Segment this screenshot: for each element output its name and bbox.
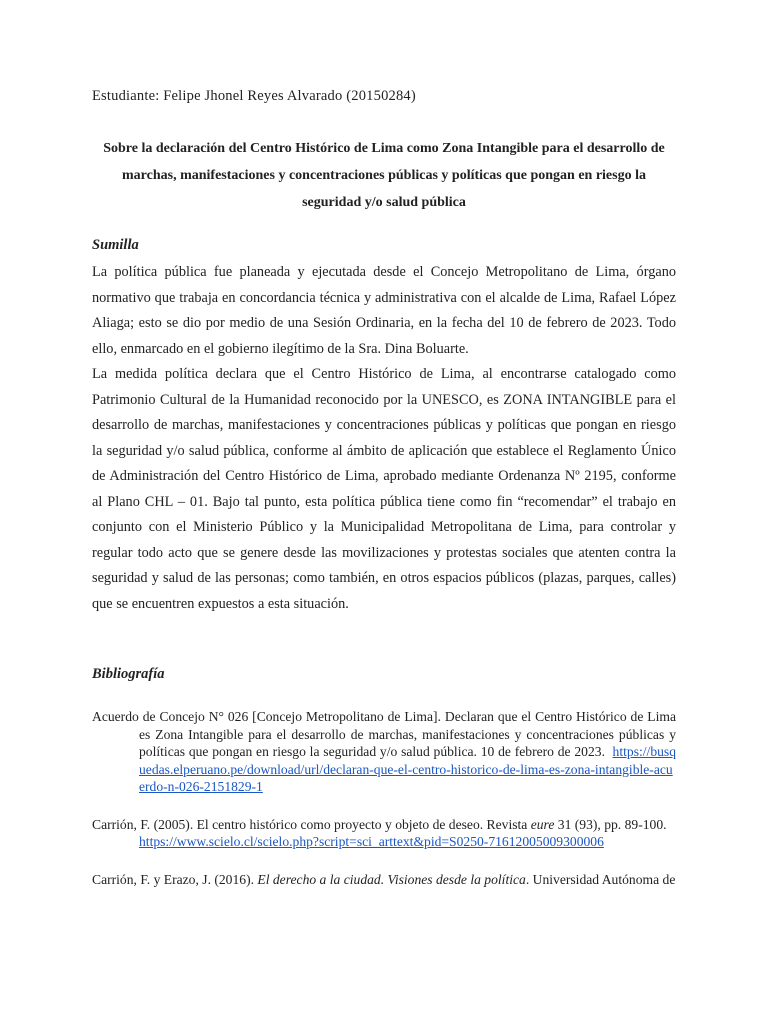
- reference-text: Acuerdo de Concejo N° 026 [Concejo Metropolitano de Lima]. Declaran que el Centro Histórico de Lima es Zona Intangible para el desarrollo de marchas, manifestaciones y concentraciones públicas y políticas que pongan en riesgo la seguridad y/o salud pública. 10 de febrero de 2023.: [92, 709, 676, 759]
- reference-item: [92, 816, 676, 851]
- document-title: Sobre la declaración del Centro Histórico de Lima como Zona Intangible para el desarrollo de marchas, manifestaciones y concentraciones públicas y políticas que pongan en riesgo la seguridad y/o salud pública: [103, 141, 665, 210]
- reference-journal: eure: [530, 816, 555, 832]
- paragraph-1: La política pública fue planeada y ejecutada desde el Concejo Metropolitano de Lima, órgano normativo que trabaja en concordancia técnica y administrativa con el alcalde de Lima, Rafael López Aliaga; esto se dio por medio de una Sesión Ordinaria, en la fecha del 10 de febrero de 2023. Todo ello, enmarcado en el gobierno ilegítimo de la Sra. Dina Boluarte.: [92, 264, 676, 357]
- reference-text: . Universidad Autónoma de: [525, 871, 676, 887]
- reference-link[interactable]: https://www.scielo.cl/scielo.php?script=sci_arttext&pid=S0250-71612005009300006: [139, 834, 604, 849]
- reference-item: [92, 871, 676, 889]
- bibliografia-heading: Bibliografía: [92, 666, 165, 682]
- reference-text: 31 (93), pp. 89-100.: [554, 816, 667, 832]
- sumilla-body: [92, 260, 676, 617]
- student-line: Estudiante: Felipe Jhonel Reyes Alvarado (20150284): [92, 88, 416, 104]
- reference-link[interactable]: https://busquedas.elperuano.pe/download/url/declaran-que-el-centro-historico-de-lima-es-zona-intangible-acuerdo-n-026-2151829-1: [139, 744, 676, 794]
- reference-title: El derecho a la ciudad. Visiones desde la política: [257, 871, 526, 887]
- sumilla-heading: Sumilla: [92, 237, 139, 253]
- reference-text: Carrión, F. y Erazo, J. (2016).: [92, 871, 258, 887]
- reference-item: [92, 708, 676, 796]
- reference-text: Carrión, F. (2005). El centro histórico como proyecto y objeto de deseo. Revista: [92, 816, 531, 832]
- paragraph-2: La medida política declara que el Centro Histórico de Lima, al encontrarse catalogado como Patrimonio Cultural de la Humanidad reconocido por la UNESCO, es ZONA INTANGIBLE para el desarrollo de marchas, manifestaciones y concentraciones públicas y políticas que pongan en riesgo la seguridad y/o salud pública, conforme al ámbito de aplicación que establece el Reglamento Único de Administración del Centro Histórico de Lima, aprobado mediante Ordenanza Nº 2195, conforme al Plano CHL – 01. Bajo tal punto, esta política pública tiene como fin “recomendar” el trabajo en conjunto con el Ministerio Público y la Municipalidad Metropolitana de Lima, para controlar y regular todo acto que se genere desde las movilizaciones y protestas sociales que atenten contra la seguridad y salud de las personas; como también, en otros espacios públicos (plazas, parques, calles) que se encuentren expuestos a esta situación.: [92, 366, 676, 612]
- references-list: [92, 708, 676, 908]
